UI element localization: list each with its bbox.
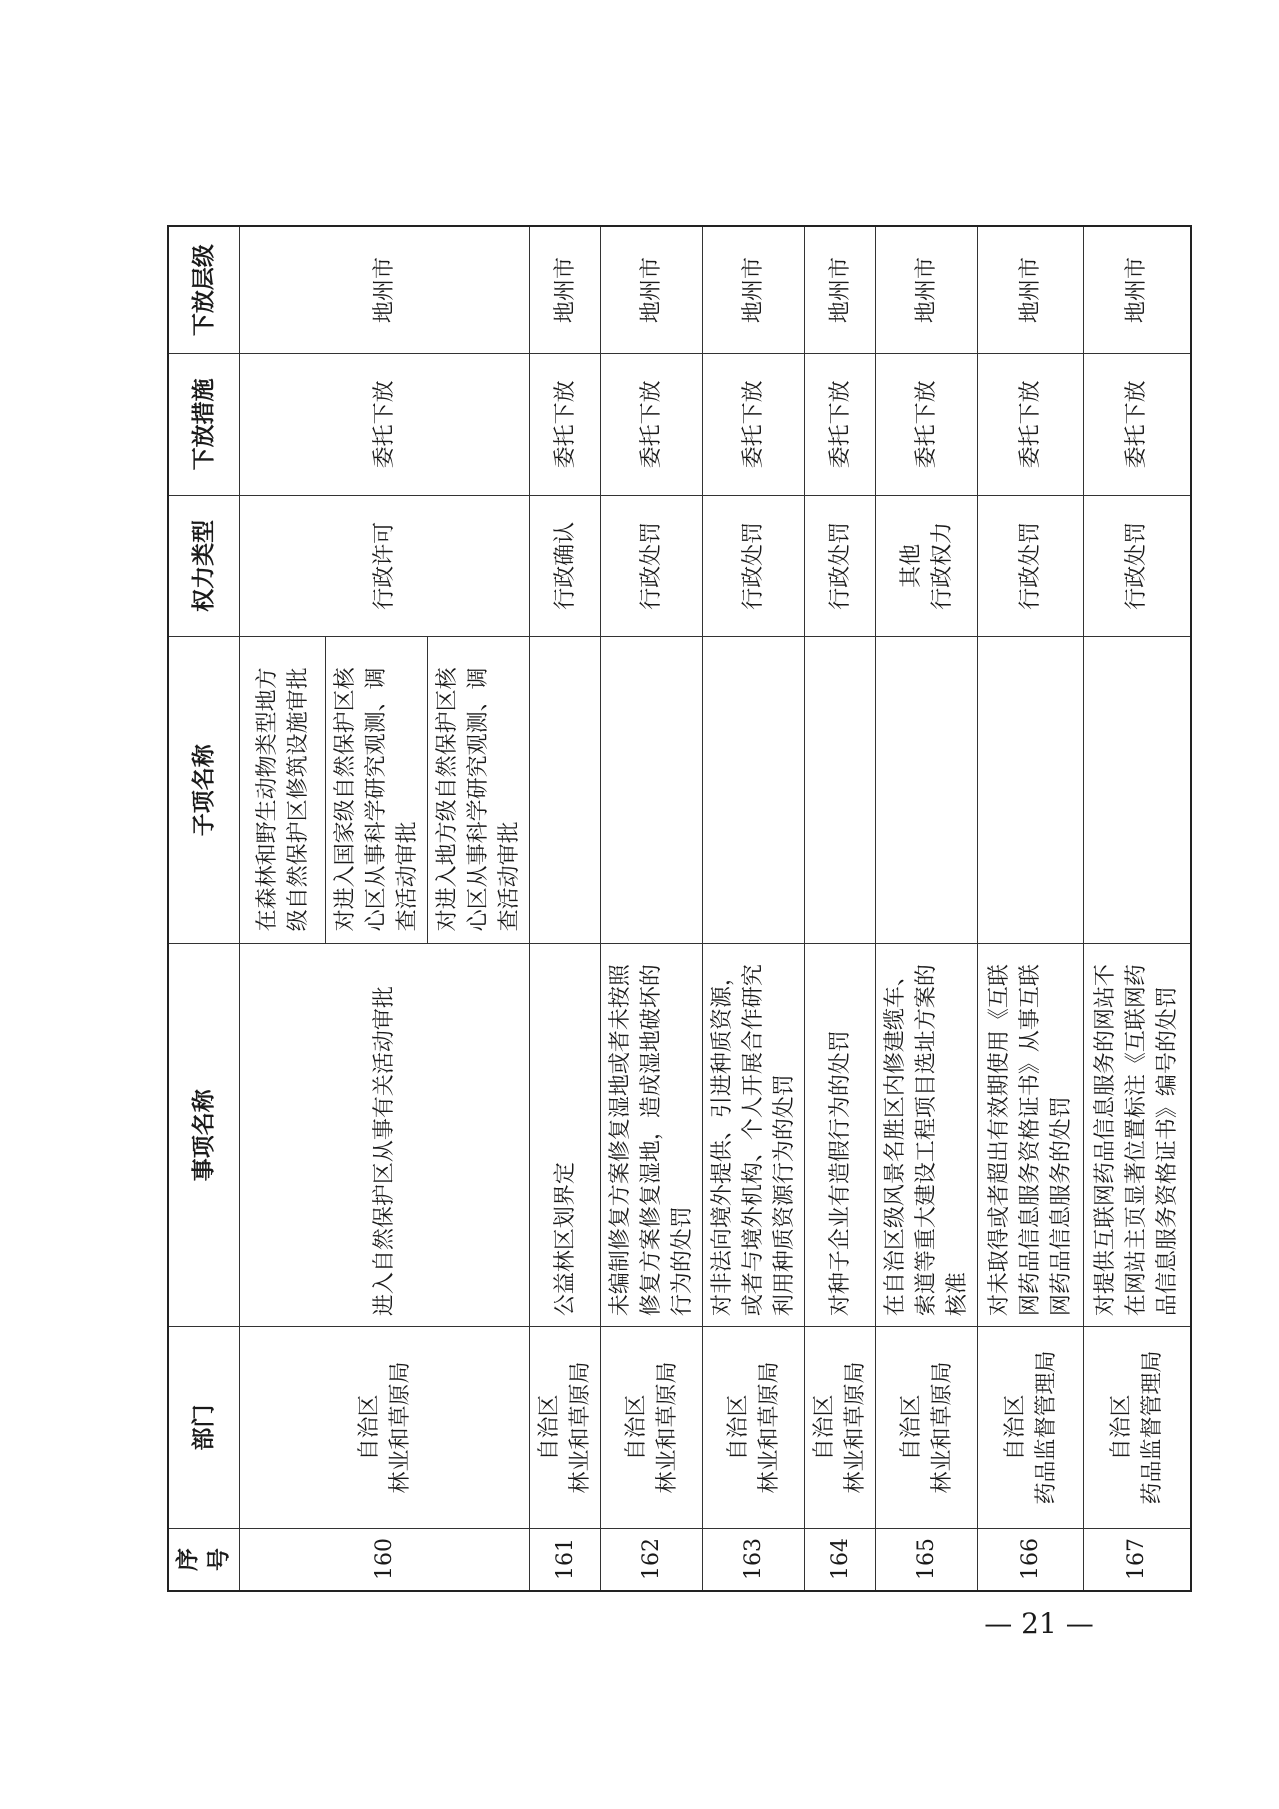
header-no: 序号	[168, 1528, 240, 1591]
cell-measure: 委托下放	[1084, 354, 1191, 495]
cell-no: 167	[1084, 1528, 1191, 1591]
header-sub: 子项名称	[168, 637, 240, 944]
table-row	[530, 226, 601, 1591]
cell-sub	[703, 637, 805, 944]
cell-sub: 对进入地方级自然保护区核心区从事科学研究观测、调查活动审批	[428, 637, 530, 944]
rotated-table-wrapper	[167, 225, 1181, 1592]
table-row	[876, 226, 978, 1591]
cell-dept: 自治区 林业和草原局	[805, 1327, 876, 1529]
cell-dept: 自治区 药品监督管理局	[1084, 1327, 1191, 1529]
cell-dept: 自治区 药品监督管理局	[978, 1327, 1084, 1529]
cell-no: 161	[530, 1528, 601, 1591]
header-measure: 下放措施	[168, 354, 240, 495]
cell-item: 对种子企业有造假行为的处罚	[805, 944, 876, 1327]
cell-type: 行政确认	[530, 495, 601, 636]
table-row	[703, 226, 805, 1591]
header-level: 下放层级	[168, 226, 240, 354]
page-number: — 21 —	[984, 1607, 1094, 1640]
cell-level: 地州市	[240, 226, 530, 354]
cell-no: 165	[876, 1528, 978, 1591]
cell-sub	[601, 637, 703, 944]
table-row	[805, 226, 876, 1591]
cell-level: 地州市	[805, 226, 876, 354]
cell-level: 地州市	[530, 226, 601, 354]
cell-sub	[978, 637, 1084, 944]
cell-item: 未编制修复方案修复湿地或者未按照修复方案修复湿地，造成湿地破坏的行为的处罚	[601, 944, 703, 1327]
cell-type: 行政处罚	[703, 495, 805, 636]
header-type: 权力类型	[168, 495, 240, 636]
cell-sub: 对进入国家级自然保护区核心区从事科学研究观测、调查活动审批	[326, 637, 428, 944]
header-item: 事项名称	[168, 944, 240, 1327]
cell-measure: 委托下放	[240, 354, 530, 495]
cell-sub	[805, 637, 876, 944]
cell-measure: 委托下放	[805, 354, 876, 495]
cell-no: 162	[601, 1528, 703, 1591]
header-row	[168, 226, 240, 1591]
delegation-table	[167, 225, 1192, 1592]
table-row	[1084, 226, 1191, 1591]
cell-type: 行政处罚	[978, 495, 1084, 636]
table-row	[240, 226, 326, 1591]
cell-item: 在自治区级风景名胜区内修建缆车、索道等重大建设工程项目选址方案的核准	[876, 944, 978, 1327]
cell-type: 行政许可	[240, 495, 530, 636]
cell-measure: 委托下放	[876, 354, 978, 495]
cell-dept: 自治区 林业和草原局	[601, 1327, 703, 1529]
cell-sub	[1084, 637, 1191, 944]
cell-item: 对提供互联网药品信息服务的网站不在网站主页显著位置标注《互联网药品信息服务资格证书》编号的处罚	[1084, 944, 1191, 1327]
cell-type: 行政处罚	[805, 495, 876, 636]
cell-dept: 自治区 林业和草原局	[876, 1327, 978, 1529]
cell-dept: 自治区 林业和草原局	[530, 1327, 601, 1529]
cell-level: 地州市	[601, 226, 703, 354]
cell-type: 行政处罚	[601, 495, 703, 636]
cell-level: 地州市	[876, 226, 978, 354]
cell-sub	[530, 637, 601, 944]
table-row	[601, 226, 703, 1591]
cell-measure: 委托下放	[601, 354, 703, 495]
cell-level: 地州市	[1084, 226, 1191, 354]
cell-no: 164	[805, 1528, 876, 1591]
cell-sub	[876, 637, 978, 944]
cell-sub: 在森林和野生动物类型地方级自然保护区修筑设施审批	[240, 637, 326, 944]
cell-no: 163	[703, 1528, 805, 1591]
cell-no: 160	[240, 1528, 530, 1591]
cell-item: 对非法向境外提供、引进种质资源，或者与境外机构、个人开展合作研究利用种质资源行为的处罚	[703, 944, 805, 1327]
cell-level: 地州市	[978, 226, 1084, 354]
cell-measure: 委托下放	[978, 354, 1084, 495]
cell-item: 对未取得或者超出有效期使用《互联网药品信息服务资格证书》从事互联网药品信息服务的处罚	[978, 944, 1084, 1327]
header-dept: 部门	[168, 1327, 240, 1529]
cell-measure: 委托下放	[703, 354, 805, 495]
cell-no: 166	[978, 1528, 1084, 1591]
cell-type: 其他 行政权力	[876, 495, 978, 636]
cell-level: 地州市	[703, 226, 805, 354]
cell-type: 行政处罚	[1084, 495, 1191, 636]
table-row	[978, 226, 1084, 1591]
cell-dept: 自治区 林业和草原局	[240, 1327, 530, 1529]
cell-measure: 委托下放	[530, 354, 601, 495]
cell-dept: 自治区 林业和草原局	[703, 1327, 805, 1529]
cell-item: 公益林区划界定	[530, 944, 601, 1327]
cell-item: 进入自然保护区从事有关活动审批	[240, 944, 530, 1327]
